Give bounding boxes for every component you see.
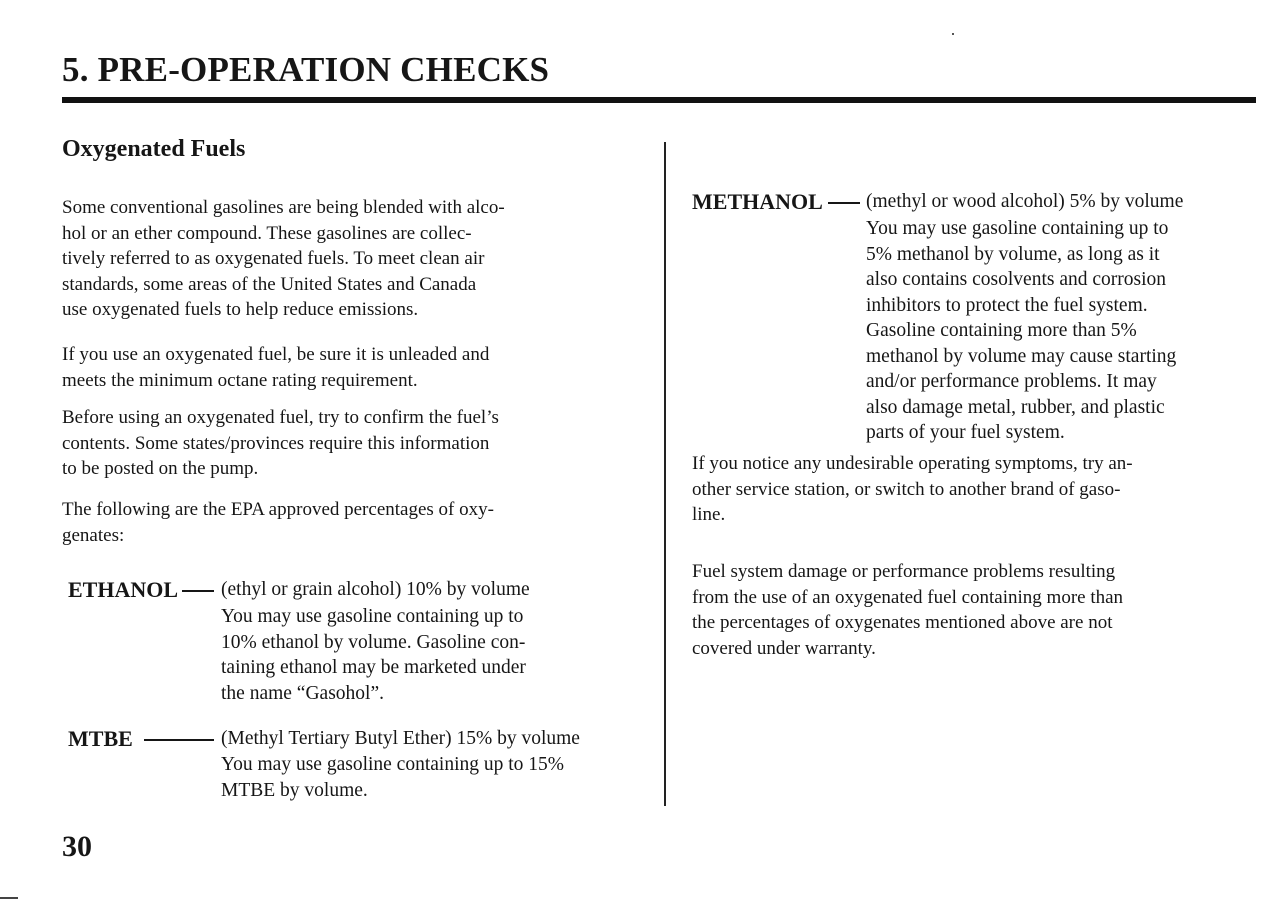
print-speck (952, 33, 954, 35)
text-line: 10% ethanol by volume. Gasoline con- (221, 631, 526, 653)
methanol-summary: (methyl or wood alcohol) 5% by volume (866, 191, 1184, 212)
ethanol-description (221, 604, 526, 706)
mtbe-description (221, 752, 564, 803)
confirm-contents-paragraph (62, 405, 499, 482)
text-line: contents. Some states/provinces require this information (62, 432, 490, 454)
mtbe-label: MTBE (68, 726, 133, 751)
methanol-description (866, 216, 1176, 446)
text-line: also damage metal, rubber, and plastic (866, 396, 1165, 418)
text-line: You may use gasoline containing up to 15% (221, 754, 565, 775)
text-line: also contains cosolvents and corrosion (866, 269, 1167, 290)
ethanol-dash (182, 590, 214, 592)
ethanol-label: ETHANOL (68, 577, 179, 602)
intro-paragraph (62, 195, 505, 323)
text-line: If you notice any undesirable operating symptoms, try an- (692, 453, 1133, 474)
warranty-paragraph (692, 559, 1123, 661)
text-line: 5% methanol by volume, as long as it (866, 243, 1160, 265)
text-line: You may use gasoline containing up to (866, 218, 1169, 239)
title-rule (62, 97, 1256, 103)
text-line: inhibitors to protect the fuel system. (866, 294, 1148, 316)
corner-mark (0, 897, 18, 899)
text-line: Gasoline containing more than 5% (866, 320, 1137, 341)
text-line: You may use gasoline containing up to (221, 606, 524, 627)
mtbe-dash (144, 739, 214, 741)
text-line: tively referred to as oxygenated fuels. To meet clean air (62, 248, 485, 269)
text-line: Some conventional gasolines are being blended with alco- (62, 197, 505, 218)
text-line: genates: (62, 524, 125, 546)
text-line: line. (692, 504, 726, 525)
methanol-dash (828, 202, 860, 204)
text-line: methanol by volume may cause starting (866, 345, 1177, 367)
text-line: the name “Gasohol”. (221, 682, 384, 704)
text-line: If you use an oxygenated fuel, be sure it is unleaded and (62, 344, 490, 365)
text-line: other service station, or switch to another brand of gaso- (692, 478, 1121, 500)
text-line: use oxygenated fuels to help reduce emissions. (62, 299, 419, 320)
ethanol-summary: (ethyl or grain alcohol) 10% by volume (221, 579, 530, 600)
epa-percentages-paragraph (62, 497, 494, 548)
text-line: MTBE by volume. (221, 779, 368, 801)
text-line: hol or an ether compound. These gasolines are collec- (62, 222, 472, 244)
text-line: covered under warranty. (692, 637, 876, 659)
mtbe-summary: (Methyl Tertiary Butyl Ether) 15% by volume (221, 728, 580, 749)
methanol-label: METHANOL (692, 189, 823, 214)
text-line: parts of your fuel system. (866, 422, 1065, 443)
column-divider (664, 142, 666, 806)
text-line: standards, some areas of the United States and Canada (62, 273, 477, 295)
text-line: Fuel system damage or performance problems resulting (692, 561, 1116, 582)
unleaded-paragraph (62, 342, 489, 393)
text-line: The following are the EPA approved percentages of oxy- (62, 499, 494, 520)
page-title: 5. PRE-OPERATION CHECKS (62, 50, 550, 89)
text-line: and/or performance problems. It may (866, 371, 1157, 392)
text-line: from the use of an oxygenated fuel containing more than (692, 586, 1124, 608)
text-line: meets the minimum octane rating requirement. (62, 369, 418, 391)
text-line: taining ethanol may be marketed under (221, 657, 526, 678)
page-number: 30 (62, 830, 92, 863)
text-line: Before using an oxygenated fuel, try to confirm the fuel’s (62, 407, 499, 428)
section-heading: Oxygenated Fuels (62, 136, 246, 162)
text-line: to be posted on the pump. (62, 458, 259, 479)
symptoms-paragraph (692, 451, 1133, 528)
text-line: the percentages of oxygenates mentioned above are not (692, 612, 1113, 633)
